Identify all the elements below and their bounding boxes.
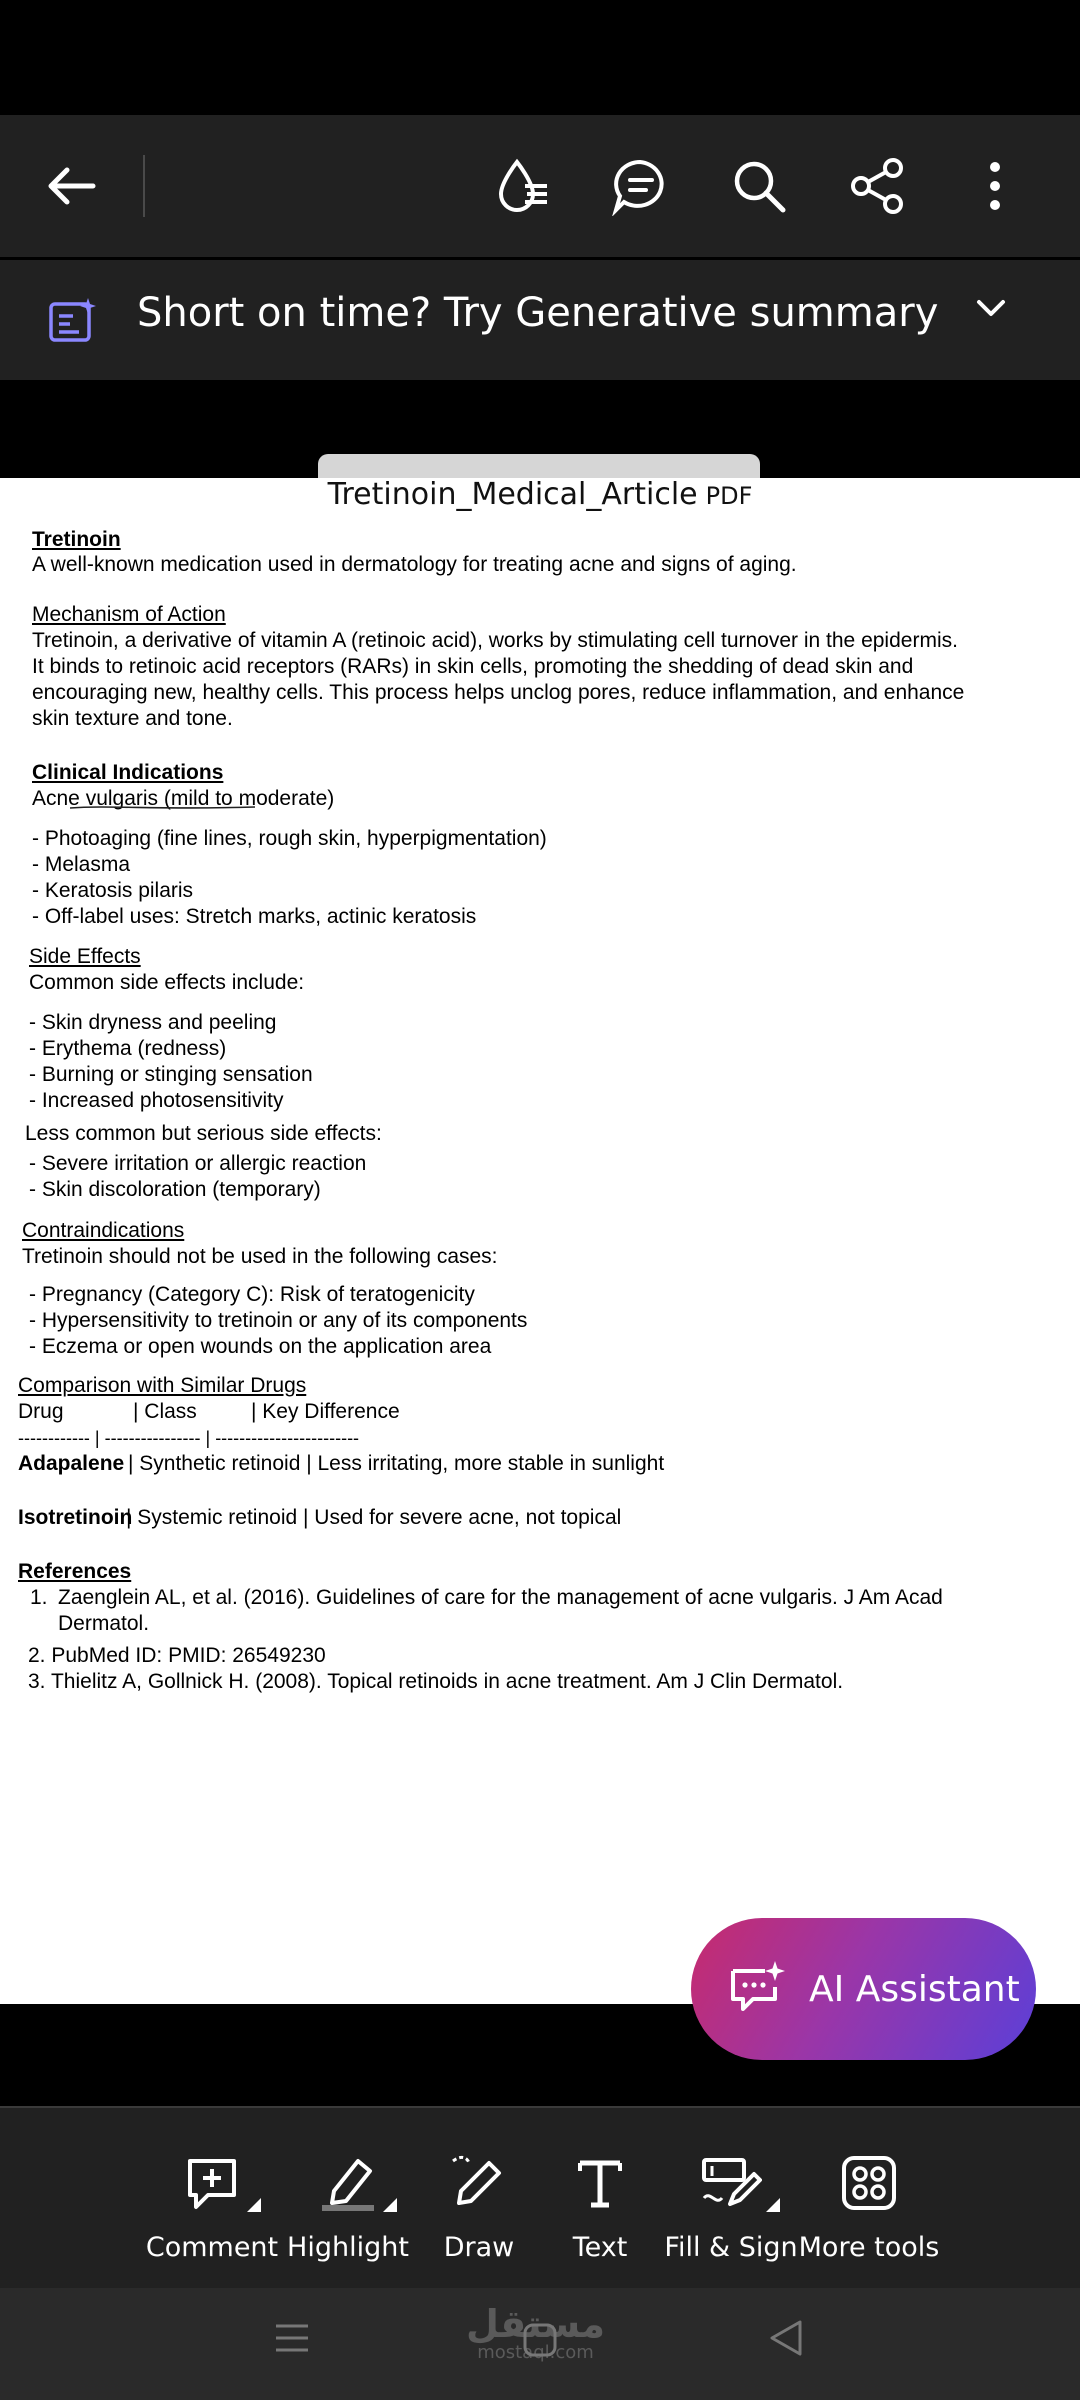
fill-sign-tool[interactable] (656, 2150, 806, 2263)
contra-item: - Eczema or open wounds on the application area (29, 1335, 492, 1358)
contra-intro: Tretinoin should not be used in the following cases: (22, 1245, 498, 1268)
comparison-row-drug: Adapalene (18, 1452, 125, 1475)
reference-item: 3. Thielitz A, Gollnick H. (2008). Topical retinoids in acne treatment. Am J Clin Dermatol. (28, 1670, 844, 1693)
generative-summary-icon (48, 296, 98, 349)
generative-summary-text: Short on time? Try Generative summary (137, 290, 939, 336)
comparison-header-drug: Drug (18, 1400, 64, 1423)
side-effects-common-label: Common side effects include: (29, 971, 305, 994)
se-common-item: - Skin dryness and peeling (29, 1011, 277, 1034)
comment-add-icon (184, 2155, 240, 2211)
more-vertical-icon (985, 161, 1005, 211)
moa-line: Tretinoin, a derivative of vitamin A (retinoic acid), works by stimulating cell turnover in the epidermis. (32, 629, 958, 652)
toolbar-divider (143, 155, 145, 217)
text-tool[interactable] (525, 2150, 675, 2263)
se-serious-item: - Skin discoloration (temporary) (29, 1178, 321, 1201)
reference-item: Zaenglein AL, et al. (2016). Guidelines of care for the management of acne vulgaris. J Am Acad (58, 1586, 943, 1609)
pdf-page (0, 478, 1080, 2004)
ci-item: - Off-label uses: Stretch marks, actinic keratosis (32, 905, 477, 928)
system-navigation-bar (0, 2288, 1080, 2400)
file-type-badge: PDF (705, 482, 753, 510)
share-button[interactable] (844, 153, 910, 219)
bottom-toolbar (0, 2106, 1080, 2288)
recents-icon (272, 2318, 312, 2358)
generative-summary-banner[interactable] (0, 260, 1080, 380)
heading-side-effects: Side Effects (29, 945, 141, 968)
submenu-indicator (766, 2198, 780, 2212)
comparison-row-details: | Systemic retinoid | Used for severe acne, not topical (126, 1506, 622, 1529)
se-common-item: - Burning or stinging sensation (29, 1063, 313, 1086)
moa-line: encouraging new, healthy cells. This process helps unclog pores, reduce inflammation, and enhance (32, 681, 965, 704)
highlight-tool[interactable] (273, 2150, 423, 2263)
watermark-latin: mostaql.com (477, 2342, 594, 2363)
tretinoin-description: A well-known medication used in dermatology for treating acne and signs of aging. (32, 553, 797, 576)
contra-item: - Pregnancy (Category C): Risk of teratogenicity (29, 1283, 475, 1306)
moa-line: It binds to retinoic acid receptors (RARs) in skin cells, promoting the shedding of dead skin and (32, 655, 914, 678)
watermark-arabic: مستقل (466, 2302, 605, 2346)
heading-clinical-indications: Clinical Indications (32, 761, 224, 784)
home-button[interactable] (522, 2322, 558, 2363)
reference-number: 1. (30, 1586, 48, 1609)
heading-tretinoin: Tretinoin (32, 528, 121, 551)
ai-assistant-icon (729, 1959, 787, 2020)
file-name: Tretinoin_Medical_Article (327, 477, 698, 512)
comparison-header-class: | Class (133, 1400, 197, 1423)
ci-item: - Melasma (32, 853, 131, 876)
heading-comparison: Comparison with Similar Drugs (18, 1374, 307, 1397)
share-icon (847, 156, 907, 216)
submenu-indicator (247, 2198, 261, 2212)
side-effects-serious-label: Less common but serious side effects: (25, 1122, 382, 1145)
document-title (0, 478, 1080, 513)
text-icon (576, 2157, 624, 2209)
contra-item: - Hypersensitivity to tretinoin or any of its components (29, 1309, 528, 1332)
heading-references: References (18, 1560, 132, 1583)
submenu-indicator (383, 2198, 397, 2212)
draw-tool-label: Draw (443, 2232, 515, 2263)
highlight-tool-label: Highlight (287, 2232, 409, 2263)
back-triangle-icon (768, 2318, 804, 2358)
top-app-bar (0, 115, 1080, 257)
comment-tool[interactable] (137, 2150, 287, 2263)
comparison-row-drug: Isotretinoin (18, 1506, 133, 1529)
ink-underline (70, 803, 255, 813)
comparison-separator: ------------ | ---------------- | ------------------------ (18, 1428, 360, 1448)
comment-tool-label: Comment (145, 2232, 279, 2263)
se-common-item: - Increased photosensitivity (29, 1089, 284, 1112)
text-tool-label: Text (572, 2232, 628, 2263)
more-tools-button[interactable] (794, 2150, 944, 2263)
comments-button[interactable] (607, 153, 673, 219)
ci-item: - Keratosis pilaris (32, 879, 194, 902)
back-arrow-icon (45, 166, 97, 206)
fill-sign-icon (700, 2154, 762, 2212)
heading-mechanism: Mechanism of Action (32, 603, 226, 626)
pencil-icon (449, 2153, 509, 2213)
ci-first-item: Acne vulgaris (mild to moderate) (32, 787, 335, 810)
ai-assistant-button[interactable] (691, 1918, 1036, 2060)
overflow-menu-button[interactable] (962, 153, 1028, 219)
se-common-item: - Erythema (redness) (29, 1037, 227, 1060)
reference-item: 2. PubMed ID: PMID: 26549230 (28, 1644, 326, 1667)
highlighter-icon (318, 2153, 378, 2213)
moa-line: skin texture and tone. (32, 707, 233, 730)
reference-item: Dermatol. (58, 1612, 150, 1635)
search-icon (731, 158, 787, 214)
liquid-mode-button[interactable] (490, 153, 556, 219)
fill-sign-tool-label: Fill & Sign (664, 2232, 798, 2263)
ai-assistant-label: AI Assistant (809, 1968, 1020, 2010)
ci-item: - Photoaging (fine lines, rough skin, hyperpigmentation) (32, 827, 547, 850)
back-nav-button[interactable] (768, 2318, 804, 2363)
search-button[interactable] (726, 153, 792, 219)
comment-list-icon (610, 156, 670, 216)
chevron-down-icon[interactable] (976, 298, 1006, 323)
comparison-header-difference: | Key Difference (251, 1400, 400, 1423)
comparison-row-details: | Synthetic retinoid | Less irritating, more stable in sunlight (128, 1452, 665, 1475)
se-serious-item: - Severe irritation or allergic reaction (29, 1152, 367, 1175)
liquid-mode-icon (493, 156, 553, 216)
back-button[interactable] (38, 153, 104, 219)
more-tools-label: More tools (798, 2232, 940, 2263)
recents-button[interactable] (272, 2318, 312, 2363)
grid-icon (841, 2155, 897, 2211)
home-icon (522, 2322, 558, 2358)
heading-contraindications: Contraindications (22, 1219, 185, 1242)
